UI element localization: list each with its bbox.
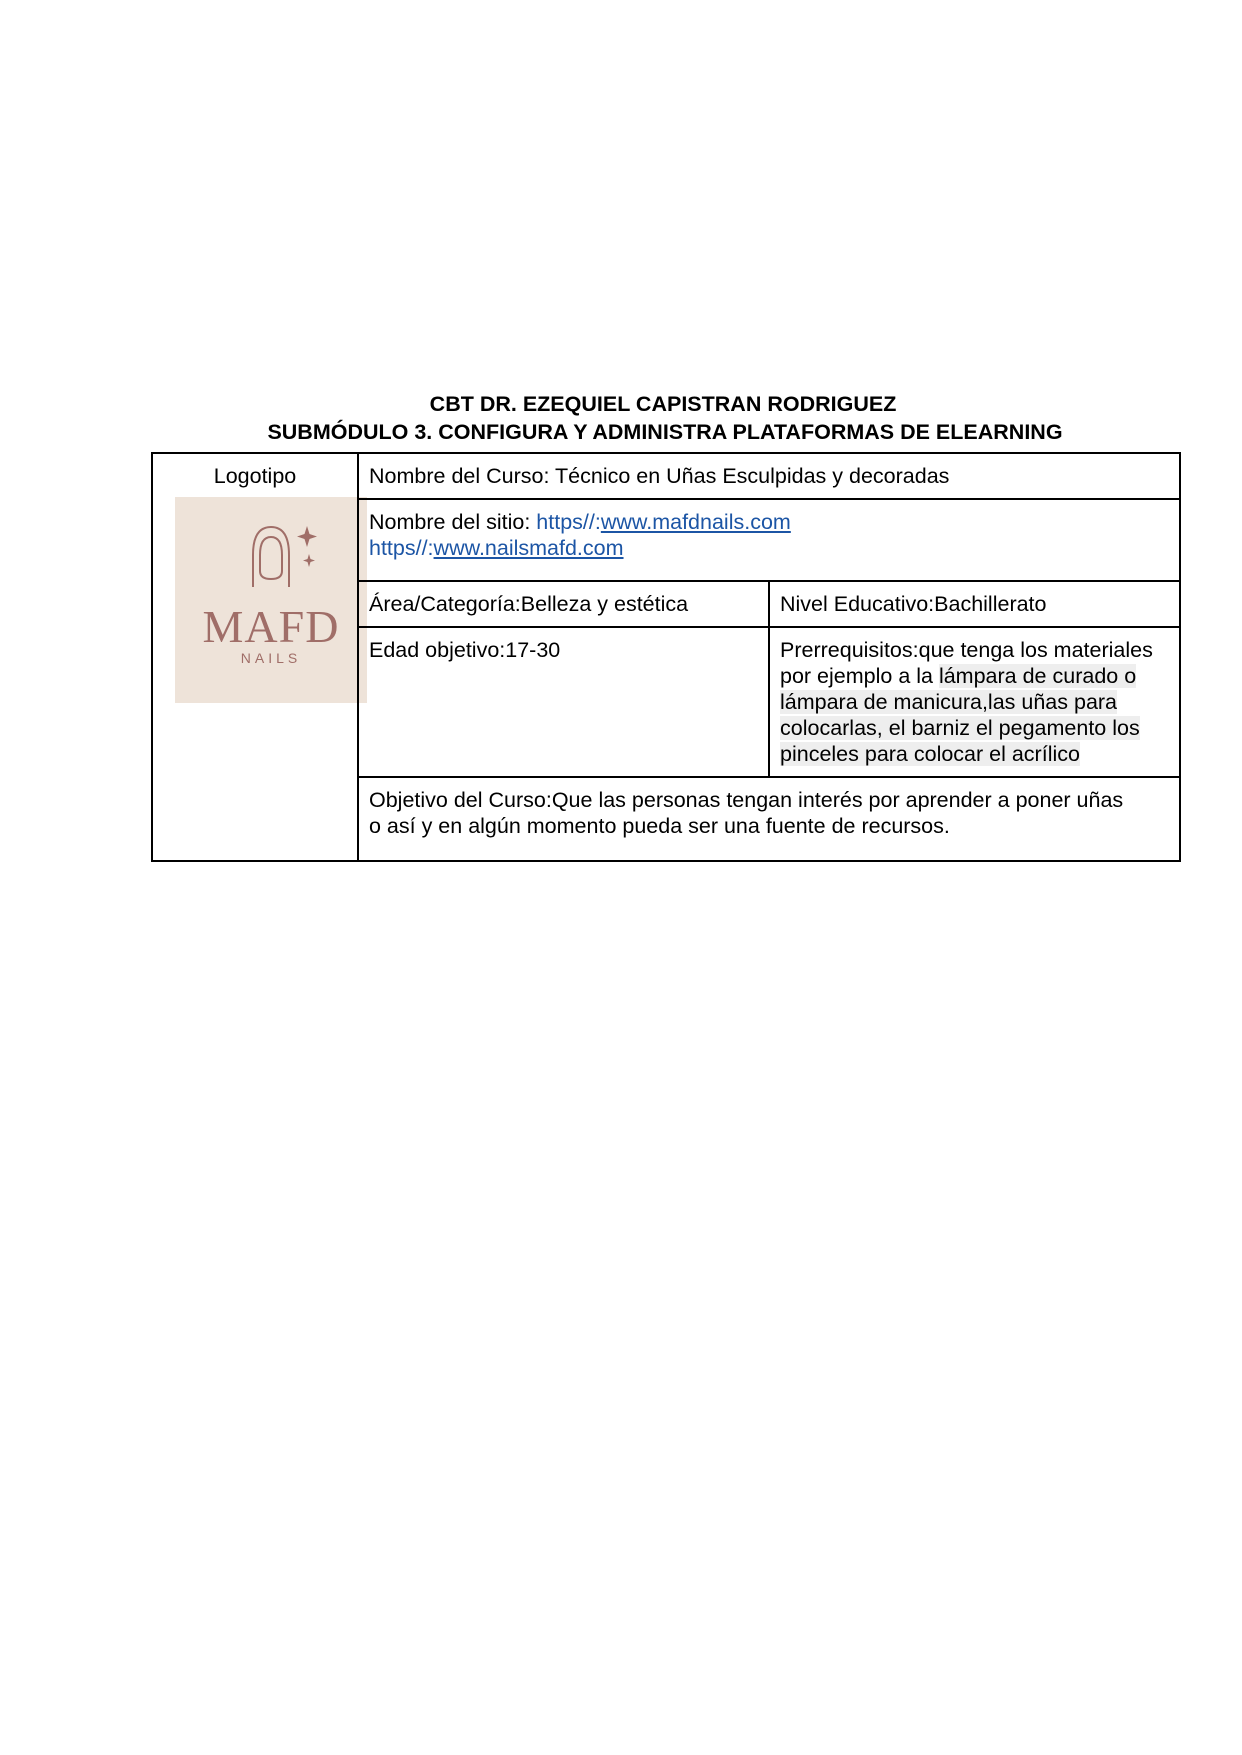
svg-text:MAFD: MAFD xyxy=(202,601,340,652)
objective-cell xyxy=(358,777,1180,861)
nail-logo-icon xyxy=(175,497,367,703)
objective-line-1: Objetivo del Curso:Que las personas tengan interés por aprender a poner uñas xyxy=(369,788,1124,812)
site-link-2[interactable]: www.nailsmafd.com xyxy=(433,536,624,560)
prereq-line-2b: lámpara de curado o xyxy=(938,664,1137,688)
logo-label: Logotipo xyxy=(213,464,297,488)
prereq-cell xyxy=(769,627,1180,777)
course-name: Nombre del Curso: Técnico en Uñas Esculpidas y decoradas xyxy=(369,464,950,488)
site-prefix-1: https//: xyxy=(536,510,601,534)
course-info-table xyxy=(151,452,1181,862)
prereq-line-3: lámpara de manicura,las uñas para xyxy=(780,690,1118,714)
site-prefix-2: https//: xyxy=(369,536,434,560)
age-cell xyxy=(358,627,769,777)
prereq-line-2a: por ejemplo a la xyxy=(780,664,939,688)
document-header xyxy=(150,390,1180,446)
logo-image xyxy=(175,497,367,703)
target-age: Edad objetivo:17-30 xyxy=(369,638,561,662)
prereq-line-4: colocarlas, el barniz el pegamento los xyxy=(780,716,1140,740)
education-level: Nivel Educativo:Bachillerato xyxy=(780,592,1047,616)
prereq-line-5: pinceles para colocar el acrílico xyxy=(780,742,1080,766)
school-name: CBT DR. EZEQUIEL CAPISTRAN RODRIGUEZ xyxy=(429,392,897,416)
level-cell xyxy=(769,581,1180,627)
course-name-cell xyxy=(358,453,1180,499)
site-cell xyxy=(358,499,1180,581)
objective-line-2: o así y en algún momento pueda ser una fuente de recursos. xyxy=(369,814,950,838)
area-category: Área/Categoría:Belleza y estética xyxy=(369,592,689,616)
site-label: Nombre del sitio: xyxy=(369,510,537,534)
logo-cell xyxy=(152,453,358,861)
submodule-title: SUBMÓDULO 3. CONFIGURA Y ADMINISTRA PLATAFORMAS DE ELEARNING xyxy=(267,420,1063,444)
area-cell xyxy=(358,581,769,627)
svg-text:NAILS: NAILS xyxy=(240,650,302,666)
prereq-line-1: Prerrequisitos:que tenga los materiales xyxy=(780,638,1153,662)
site-link-1[interactable]: www.mafdnails.com xyxy=(600,510,791,534)
